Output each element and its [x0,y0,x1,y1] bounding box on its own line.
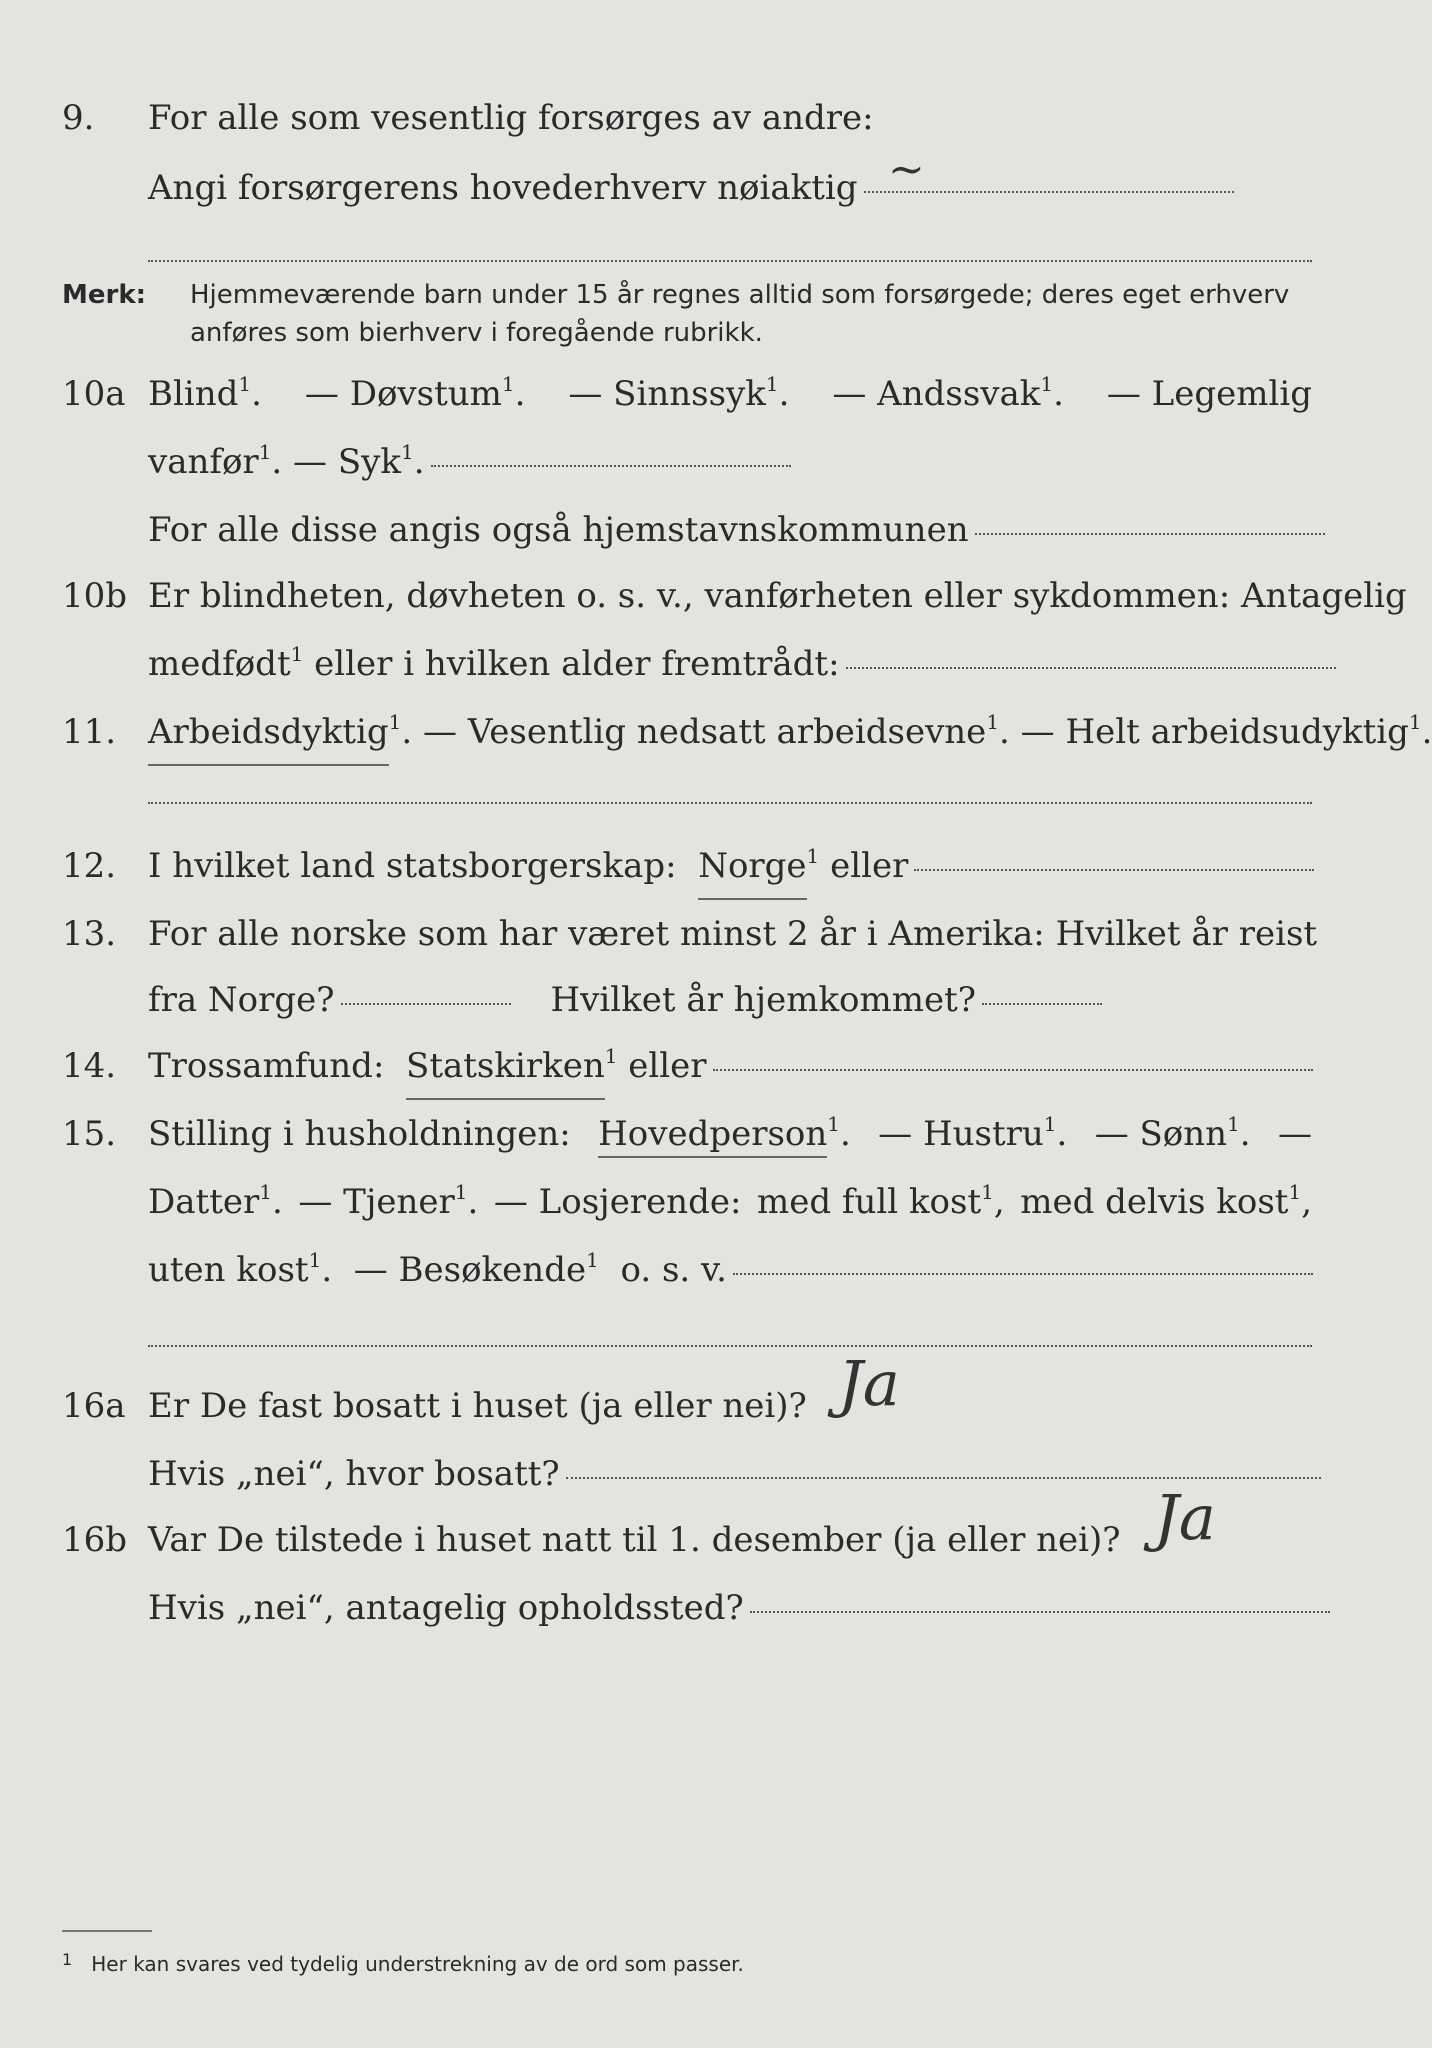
option-legemlig[interactable]: — Legemlig [1106,374,1312,414]
hjemstavn-answer-line[interactable] [975,533,1325,535]
q16b-number: 16b [62,1520,128,1560]
q9-question: For alle som vesentlig forsørges av andre: [148,98,874,138]
option-arbeidsudyktig[interactable]: — Helt arbeidsudyktig$^1$. [1020,710,1432,752]
q10b-number: 10b [62,576,128,616]
q10b-row-1 [0,566,1408,626]
q9-row-2 [0,144,1408,218]
syk-answer-line[interactable] [431,465,791,467]
opholdssted-label: Hvis „nei“, antagelig opholdssted? [148,1588,744,1628]
hjemkommet-label: Hvilket år hjemkommet? [550,980,977,1020]
q13-row-2 [0,970,1408,1030]
option-full-kost[interactable]: med full kost$^1$, [756,1180,1005,1222]
option-sinnssyk[interactable]: — Sinnssyk$^1$. [568,372,790,414]
q12-number: 12. [62,846,117,886]
tilstede-question: Var De tilstede i huset natt til 1. desember (ja eller nei)? [148,1520,1121,1560]
losjerende-label: — Losjerende: [493,1182,742,1222]
hjemstavn-label: For alle disse angis også hjemstavnskommunen [148,510,969,550]
q16a-number: 16a [62,1386,126,1426]
merk-label: Merk: [62,280,147,310]
option-besokende[interactable]: — Besøkende$^1$ [353,1248,599,1290]
q16a-row-1 [0,1347,1408,1436]
q9-provider-label: Angi forsørgerens hovederhverv nøiaktig [148,168,858,208]
merk-line-1: Hjemmeværende barn under 15 år regnes alltid som forsørgede; deres eget erhverv [190,280,1290,310]
dash: — [1277,1114,1312,1154]
reist-label: fra Norge? [148,980,335,1020]
footnote-mark: 1 [62,1950,73,1969]
q14-eller: eller [628,1046,707,1086]
q15-number: 15. [62,1114,117,1154]
option-arbeidsdyktig[interactable]: Arbeidsdyktig [148,702,389,766]
option-blind[interactable]: Blind$^1$. [148,372,262,414]
option-andssvak[interactable]: — Andssvak$^1$. [832,372,1064,414]
option-nedsatt-arbeidsevne[interactable]: — Vesentlig nedsatt arbeidsevne$^1$. [423,710,1021,752]
q16b-row-2 [0,1578,1408,1638]
q9-row-1 [0,88,1408,148]
bosatt-hvor-answer-line[interactable] [566,1477,1321,1479]
option-datter[interactable]: Datter$^1$. [148,1180,283,1222]
q12-row: 12. I hvilket land statsborgerskap: Norge 1 eller [0,836,1408,896]
bosatt-question: Er De fast bosatt i huset (ja eller nei)? [148,1386,807,1426]
alder-answer-line[interactable] [846,667,1336,669]
q11-answer-line[interactable] [148,802,1312,804]
bosatt-handwritten-answer: Ja [838,1347,900,1420]
option-delvis-kost[interactable]: med delvis kost$^1$, [1020,1180,1312,1222]
option-hovedperson[interactable]: Hovedperson$^1$. [598,1104,851,1168]
q10b-question: Er blindheten, døvheten o. s. v., vanførheten eller sykdommen: Antagelig [148,576,1407,616]
footnote-rule [62,1930,152,1932]
q13-row-1 [0,904,1408,964]
q10b-row-2 [0,634,1408,694]
footnote [62,1952,744,1976]
q10a-row-1 [0,364,1408,424]
q11-row: 11. Arbeidsdyktig 1 . — Vesentlig nedsatt arbeidsevne$^1$. — Helt arbeidsudyktig$^1$. [0,702,1408,762]
q10a-row-2 [0,432,1408,492]
option-statskirken[interactable]: Statskirken [406,1036,605,1100]
statsborgerskap-answer-line[interactable] [914,869,1314,871]
q15-row-1 [0,1104,1408,1164]
trossamfund-label: Trossamfund: [148,1046,385,1086]
hjemkommet-answer-line[interactable] [982,1003,1102,1005]
osv-label: o. s. v. [620,1250,727,1290]
option-dovstum[interactable]: — Døvstum$^1$. [304,372,526,414]
q15-row-2 [0,1172,1408,1232]
option-vanfor[interactable]: vanfør$^1$. [148,440,294,482]
q10a-number: 10a [62,374,126,414]
reist-answer-line[interactable] [341,1003,511,1005]
q15-row-3 [0,1240,1408,1300]
q10a-row-3 [0,500,1408,560]
husholdning-answer-line[interactable] [733,1273,1313,1275]
q12-eller: eller [830,846,909,886]
q15-answer-line-2[interactable] [148,1345,1312,1347]
husholdning-label: Stilling i husholdningen: [148,1114,571,1154]
option-norge[interactable]: Norge [698,836,806,900]
merk-line-2: anføres som bierhverv i foregående rubrikk. [190,318,763,348]
option-uten-kost[interactable]: uten kost$^1$. [148,1248,354,1290]
q9-number: 9. [62,98,95,138]
q14-row: 14. Trossamfund: Statskirken 1 eller [0,1036,1408,1096]
option-sonn[interactable]: — Sønn$^1$. [1094,1112,1251,1154]
q16b-row-1 [0,1481,1408,1570]
merk-note [62,275,1290,315]
opholdssted-answer-line[interactable] [750,1611,1330,1613]
q13-question: For alle norske som har været minst 2 år i Amerika: Hvilket år reist [148,914,1318,954]
footnote-text: Her kan svares ved tydelig understrekning av de ord som passer. [91,1952,744,1976]
q13-number: 13. [62,914,117,954]
trossamfund-answer-line[interactable] [713,1069,1313,1071]
tilstede-handwritten-answer: Ja [1154,1481,1216,1554]
option-medfodt[interactable]: medfødt$^1$ [148,642,304,684]
bosatt-hvor-label: Hvis „nei“, hvor bosatt? [148,1454,560,1494]
q14-number: 14. [62,1046,117,1086]
q9-answer-line-2[interactable] [148,260,1312,262]
alder-label: eller i hvilken alder fremtrådt: [314,644,840,684]
option-hustru[interactable]: — Hustru$^1$. [878,1112,1068,1154]
q11-number: 11. [62,712,117,752]
option-tjener[interactable]: — Tjener$^1$. [298,1180,479,1222]
statsborgerskap-label: I hvilket land statsborgerskap: [148,846,677,886]
q9-answer-mark: ~ [888,144,925,195]
option-syk[interactable]: — Syk$^1$. [293,440,425,482]
